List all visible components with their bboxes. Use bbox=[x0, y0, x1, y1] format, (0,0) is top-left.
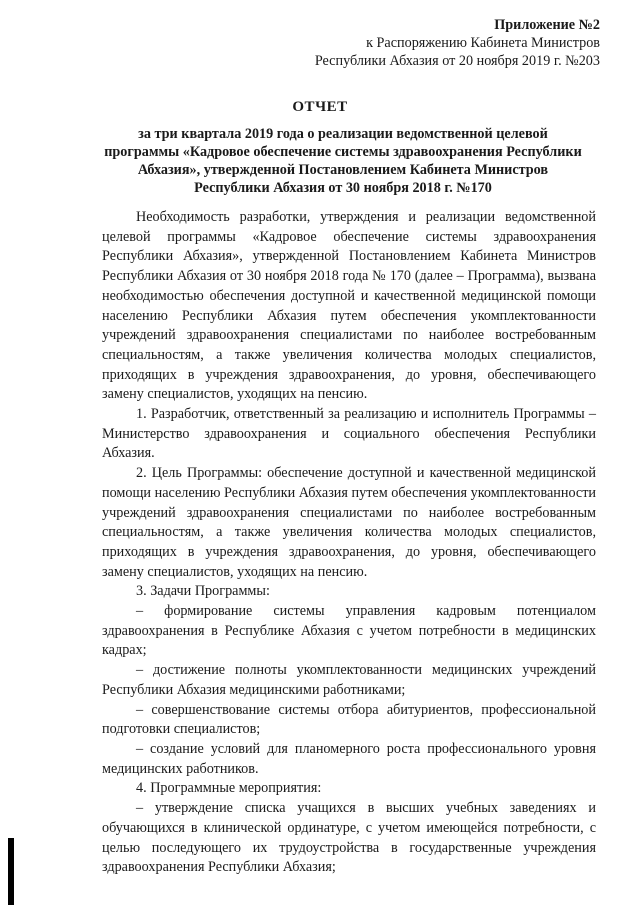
paragraph-intro: Необходимость разработки, утверждения и реализации ведомственной целевой программы «Кадровое обеспечение системы здравоохранения Республики Абхазия», утвержденной Постановлением Кабинета Министров Республики Абхазия от 30 ноября 2018 года № 170 (далее – Программа), вызвана необходимостью обеспечения доступной и качественной медицинской помощи населению Республики Абхазия путем обеспечения укомплектованности учреждений здравоохранения специалистами по наиболее востребованным специальностям, а также увеличения количества молодых специалистов, приходящих в учреждения здравоохранения, до уровня, обеспечивающего замену специалистов, уходящих на пенсию. bbox=[102, 209, 596, 403]
activity-item: – утверждение списка учащихся в высших учебных заведениях и обучающихся в клинической ординатуре, с учетом имеющейся потребности, с целью последующего их трудоустройства в государственные учреждения здравоохранения Республики Абхазия; bbox=[102, 800, 596, 876]
task-item: – создание условий для планомерного роста профессионального уровня медицинских работников. bbox=[102, 740, 596, 777]
paragraph-tasks-heading: 3. Задачи Программы: bbox=[136, 583, 270, 600]
paragraph-developer: 1. Разработчик, ответственный за реализацию и исполнитель Программы – Министерство здравоохранения и социального обеспечения Республики Абхазия. bbox=[102, 406, 596, 462]
document-subtitle: за три квартала 2019 года о реализации ведомственной целевой программы «Кадровое обеспечение системы здравоохранения Республики Абхазия», утвержденной Постановлением Кабинета Министров Республики Абхазия от 30 ноября 2018 г. №170 bbox=[104, 126, 582, 196]
document-title: ОТЧЕТ bbox=[292, 99, 348, 115]
document-body bbox=[102, 208, 596, 878]
paragraph-goal: 2. Цель Программы: обеспечение доступной и качественной медицинской помощи населению Республики Абхазия путем обеспечения укомплектованности учреждений здравоохранения специалистами по наиболее востребованным специальностям, а также увеличения количества молодых специалистов, приходящих в учреждения здравоохранения, до уровня, обеспечивающего замену специалистов, уходящих на пенсию. bbox=[102, 465, 596, 580]
task-item: – формирование системы управления кадровым потенциалом здравоохранения в Республике Абхазия с учетом потребности в медицинских кадрах; bbox=[102, 603, 596, 659]
task-item: – совершенствование системы отбора абитуриентов, профессиональной подготовки специалистов; bbox=[102, 701, 596, 738]
header-line-1: к Распоряжению Кабинета Министров bbox=[366, 35, 600, 51]
appendix-label: Приложение №2 bbox=[494, 17, 600, 33]
paragraph-activities-heading: 4. Программные мероприятия: bbox=[136, 780, 322, 797]
document-header bbox=[315, 16, 600, 70]
header-line-2: Республики Абхазия от 20 ноября 2019 г. №203 bbox=[314, 53, 600, 69]
scan-edge-mark bbox=[8, 838, 14, 905]
task-item: – достижение полноты укомплектованности медицинских учреждений Республики Абхазия медицинскими работниками; bbox=[102, 662, 596, 698]
